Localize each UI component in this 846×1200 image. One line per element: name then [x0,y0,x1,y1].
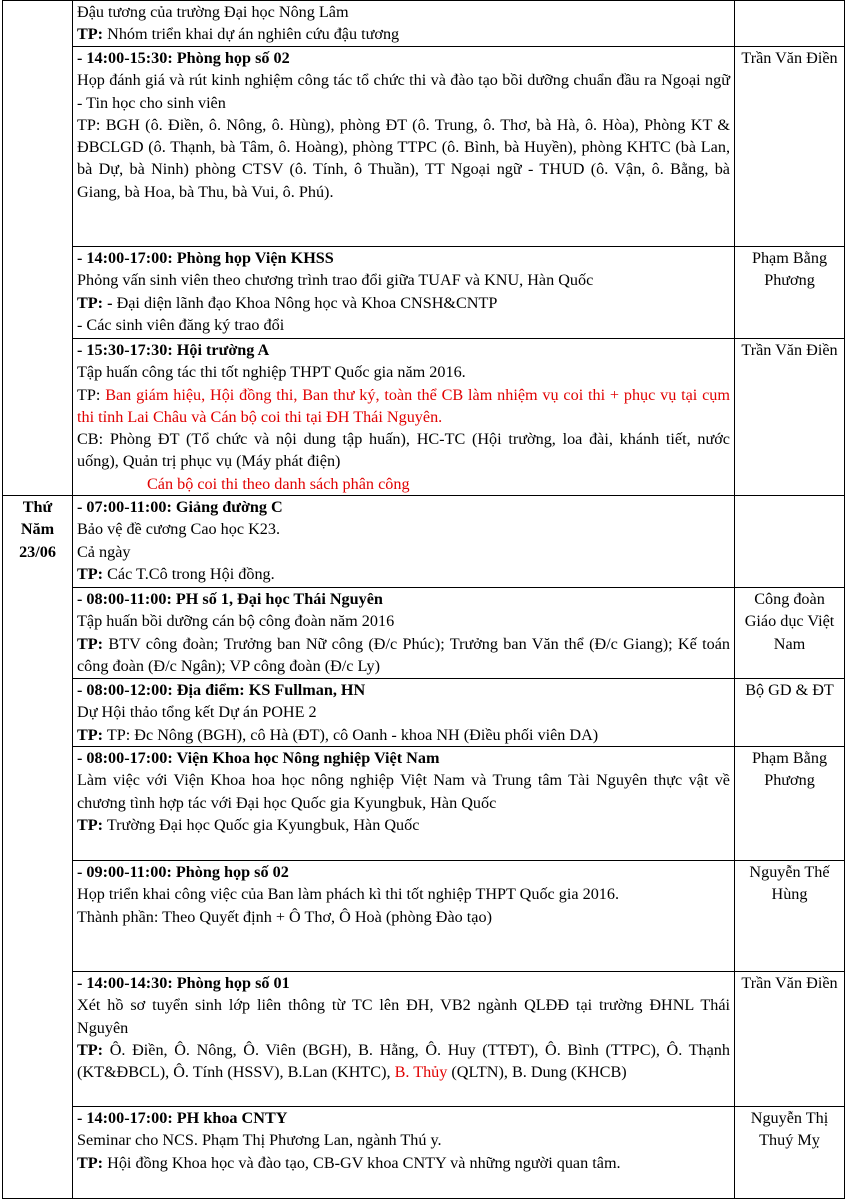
lead-cell [735,1,845,47]
schedule-row [3,1107,845,1199]
tp-text-red: Ban giám hiệu, Hội đồng thi, Ban thư ký, toàn thể CB làm nhiệm vụ coi thi + phục vụ tại cụm thi tỉnh Lai Châu và Cán bộ coi thi tại ĐH Thái Nguyên. [77,385,730,426]
event-heading: - 07:00-11:00: Giảng đường C [77,498,283,517]
lead-cell: Trần Văn Điền [735,972,845,1107]
tp-text: TP: Đc Nông (BGH), cô Hà (ĐT), cô Oanh - khoa NH (Điều phối viên DA) [103,725,599,744]
schedule-row [3,247,845,339]
event-heading: - 09:00-11:00: Phòng họp số 02 [77,863,289,882]
event-line: Thành phần: Theo Quyết định + Ô Thơ, Ô Hoà (phòng Đào tạo) [77,907,492,926]
event-content [73,1107,735,1199]
event-participants [77,292,730,314]
event-content [73,496,735,588]
lead-cell: Phạm Bằng Phương [735,247,845,339]
tp-text: Trường Đại học Quốc gia Kyungbuk, Hàn Quốc [103,815,420,834]
tp-text-red: B. Thủy [394,1063,448,1082]
event-content [73,679,735,747]
event-heading: - 14:00-17:00: PH khoa CNTY [77,1109,288,1128]
lead-cell [735,496,845,588]
tp-label: TP: [77,634,104,653]
event-heading: - 14:00-14:30: Phòng họp số 01 [77,974,290,993]
lead-cell: Nguyễn Thị Thuý Mỵ [735,1107,845,1199]
event-line: Đậu tương của trường Đại học Nông Lâm [77,3,349,21]
event-participants [77,1039,730,1084]
event-heading: - 08:00-12:00: Địa điểm: KS Fullman, HN [77,681,366,700]
event-content [73,747,735,861]
event-heading: - 14:00-17:00: Phòng họp Viện KHSS [77,249,334,267]
schedule-row [3,861,845,972]
event-participants [77,384,730,429]
event-heading: - 08:00-17:00: Viện Khoa học Nông nghiệp Việt Nam [77,749,440,768]
event-participants [77,724,730,746]
tp-label: TP: [77,25,104,44]
event-heading: - 15:30-17:30: Hội trường A [77,341,270,359]
tp-label: TP: [77,385,106,404]
event-line: Tập huấn bồi dưỡng cán bộ công đoàn năm 2016 [77,612,395,631]
tp-text: BTV công đoàn; Trưởng ban Nữ công (Đ/c Phúc); Trưởng ban Văn thể (Đ/c Giang); Kế toán công đoàn (Đ/c Ngân); VP công đoàn (Đ/c Ly) [77,634,730,675]
event-content [73,1,735,47]
lead-cell: Nguyễn Thế Hùng [735,861,845,972]
tp-text: Nhóm triển khai dự án nghiên cứu đậu tương [103,25,400,44]
schedule-row [3,47,845,247]
lead-cell: Trần Văn Điền [735,339,845,496]
tp-label: TP: [77,815,104,834]
tp-text: Đại diện lãnh đạo Khoa Nông học và Khoa CNSH&CNTP [112,293,498,312]
tp-text: Ô. Điền, Ô. Nông, Ô. Viên (BGH), B. Hằng, Ô. Huy (TTĐT), Ô. Bình (TTPC), Ô. Thạnh (KT&ĐBCL), Ô. Tính (HSSV), B.Lan (KHTC), [77,1040,730,1082]
event-content [73,47,735,247]
tp-text: Các T.Cô trong Hội đồng. [103,564,275,583]
event-line: TP: BGH (ô. Điền, ô. Nông, ô. Hùng), phòng ĐT (ô. Trung, ô. Thơ, bà Hà, ô. Hòa), Phòng KT & ĐBCLGD (ô. Thạnh, bà Tâm, ô. Hoàng), phòng TTPC (ô. Bình, bà Huyền), phòng KHTC (bà Lan, bà Dự, bà Ninh) phòng CTSV (ô. Tính, ô Thuần), TT Ngoại ngữ - THUD (ô. Vận, ô. Bằng, bà Giang, bà Hoa, bà Thu, bà Vui, ô. Phú). [77,115,730,201]
schedule-row [3,496,845,588]
event-line: Xét hồ sơ tuyển sinh lớp liên thông từ TC lên ĐH, VB2 ngành QLĐĐ tại trường ĐHNL Thái Nguyên [77,996,730,1037]
event-line: Tập huấn công tác thi tốt nghiệp THPT Quốc gia năm 2016. [77,363,466,382]
lead-cell: Trần Văn Điền [735,47,845,247]
schedule-row [3,588,845,679]
day-cell [3,496,73,1199]
tp-label: TP: - [77,293,113,312]
event-line: Bảo vệ đề cương Cao học K23. [77,520,280,539]
event-content [73,247,735,339]
event-line: Họp triển khai công việc của Ban làm phách kì thi tốt nghiệp THPT Quốc gia 2016. [77,885,620,904]
tp-label: TP: [77,1040,104,1059]
event-participants [77,1152,730,1174]
event-line: Cả ngày [77,542,131,561]
event-note: Cán bộ coi thi theo danh sách phân công [147,474,410,493]
event-support: CB: Phòng ĐT (Tổ chức và nội dung tập huấn), HC-TC (Hội trường, loa đài, khánh tiết, nước uống), Quản trị phục vụ (Máy phát điện) [77,430,730,471]
schedule-row [3,747,845,861]
event-line: Phỏng vấn sinh viên theo chương trình trao đổi giữa TUAF và KNU, Hàn Quốc [77,271,594,290]
day-name: Thứ [22,498,53,517]
event-line: Dự Hội thảo tổng kết Dự án POHE 2 [77,703,317,722]
event-content [73,972,735,1107]
tp-label: TP: [77,1153,104,1172]
event-line: - Các sinh viên đăng ký trao đổi [77,315,285,334]
event-participants [77,814,730,836]
event-content [73,861,735,972]
event-participants [77,633,730,678]
event-heading: - 14:00-15:30: Phòng họp số 02 [77,49,290,67]
event-content [73,588,735,679]
day-date: 23/06 [19,542,56,561]
day-cell-empty [3,1,73,496]
tp-text: Hội đồng Khoa học và đào tạo, CB-GV khoa CNTY và những người quan tâm. [103,1153,621,1172]
event-participants [77,563,730,585]
schedule-row [3,679,845,747]
schedule-row [3,1,845,47]
event-line: Seminar cho NCS. Phạm Thị Phương Lan, ngành Thú y. [77,1131,442,1150]
event-heading: - 08:00-11:00: PH số 1, Đại học Thái Nguyên [77,590,383,609]
schedule-table [2,0,845,1199]
event-participants [77,23,730,45]
lead-cell: Bộ GD & ĐT [735,679,845,747]
event-line: Họp đánh giá và rút kinh nghiệm công tác tổ chức thi và đào tạo bồi dưỡng chuẩn đầu ra Ngoại ngữ - Tin học cho sinh viên [77,71,730,112]
schedule-row [3,339,845,496]
tp-text: (QLTN), B. Dung (KHCB) [447,1063,627,1082]
tp-label: TP: [77,564,104,583]
lead-cell: Công đoàn Giáo dục Việt Nam [735,588,845,679]
schedule-row [3,972,845,1107]
lead-cell: Phạm Bằng Phương [735,747,845,861]
day-name: Năm [20,520,55,539]
tp-label: TP: [77,725,104,744]
event-line: Làm việc với Viện Khoa hoa học nông nghiệp Việt Nam và Trung tâm Tài Nguyên thực vật về chương tình hợp tác với Đại học Quốc gia Kyungbuk, Hàn Quốc [77,771,730,812]
event-content [73,339,735,496]
